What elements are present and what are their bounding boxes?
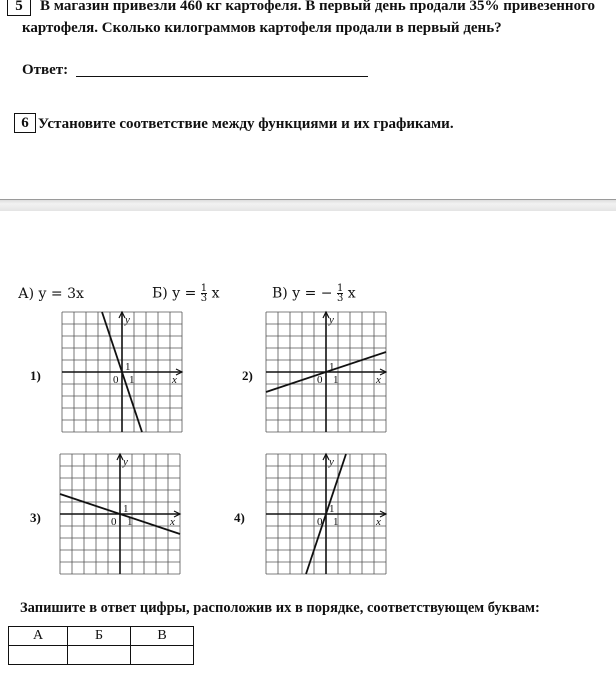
answer-cell-v[interactable] [131,646,194,665]
origin-label: 0 [317,516,323,528]
answer-instruction: Запишите в ответ цифры, расположив их в порядке, соответствующем буквам: [20,600,540,616]
unit-x-label: 1 [333,516,339,528]
x-axis-label: x [376,374,381,386]
origin-label: 0 [111,516,117,528]
unit-x-label: 1 [129,374,135,386]
answer-header-a: А [9,627,68,646]
y-axis-label: y [329,456,334,468]
x-axis-label: x [172,374,177,386]
graph-1-label: 1) [30,368,41,383]
x-axis-label: x [376,516,381,528]
function-b-denominator: 3 [200,293,208,304]
graph-3-label: 3) [30,510,41,525]
origin-label: 0 [113,374,119,386]
task-5-line-1: В магазин привезли 460 кг картофеля. В первый день продали 35% привезенного [40,0,596,14]
function-b-prefix: y = [172,285,197,302]
function-b-var: x [211,285,220,302]
function-a-letter: А) [18,286,35,302]
task-6-number: 6 [14,113,36,133]
answer-header-v: В [131,627,194,646]
function-b-numerator: 1 [200,283,208,294]
function-b-letter: Б) [152,285,168,302]
function-b-fraction [201,284,207,303]
graph-2 [264,310,388,434]
function-v-fraction [337,284,343,303]
function-b [152,284,219,303]
y-axis-label: y [125,314,130,326]
answer-header-b: Б [68,627,131,646]
function-v-numerator: 1 [336,283,344,294]
task-5-number: 5 [7,0,31,16]
function-v-prefix: y = − [292,285,333,302]
answer-cell-a[interactable] [9,646,68,665]
y-axis-label: y [123,456,128,468]
graph-4 [264,452,388,576]
graph-4-label: 4) [234,510,245,525]
graph-1 [60,310,184,434]
unit-y-label: 1 [125,361,131,373]
function-v-denominator: 3 [336,293,344,304]
answer-line[interactable] [76,76,368,77]
unit-x-label: 1 [333,374,339,386]
unit-y-label: 1 [329,361,335,373]
answer-label: Ответ: [22,62,69,78]
page-separator [0,199,616,211]
graph-3 [58,452,182,576]
x-axis-label: x [170,516,175,528]
function-v-letter: В) [272,285,288,302]
function-a [18,286,84,302]
answer-table-input-row [9,646,194,665]
unit-y-label: 1 [329,503,335,515]
unit-y-label: 1 [123,503,129,515]
answer-table [8,626,194,665]
task-6-prompt: Установите соответствие между функциями и их графиками. [38,116,454,132]
function-v [272,284,356,303]
unit-x-label: 1 [127,516,133,528]
page-separator-edge [0,199,616,200]
answer-table-header-row [9,627,194,646]
graph-2-label: 2) [242,368,253,383]
origin-label: 0 [317,374,323,386]
answer-cell-b[interactable] [68,646,131,665]
y-axis-label: y [329,314,334,326]
function-v-var: x [347,285,356,302]
function-a-formula: y = 3x [38,286,84,302]
task-5-line-2: картофеля. Сколько килограммов картофеля продали в первый день? [22,20,502,36]
